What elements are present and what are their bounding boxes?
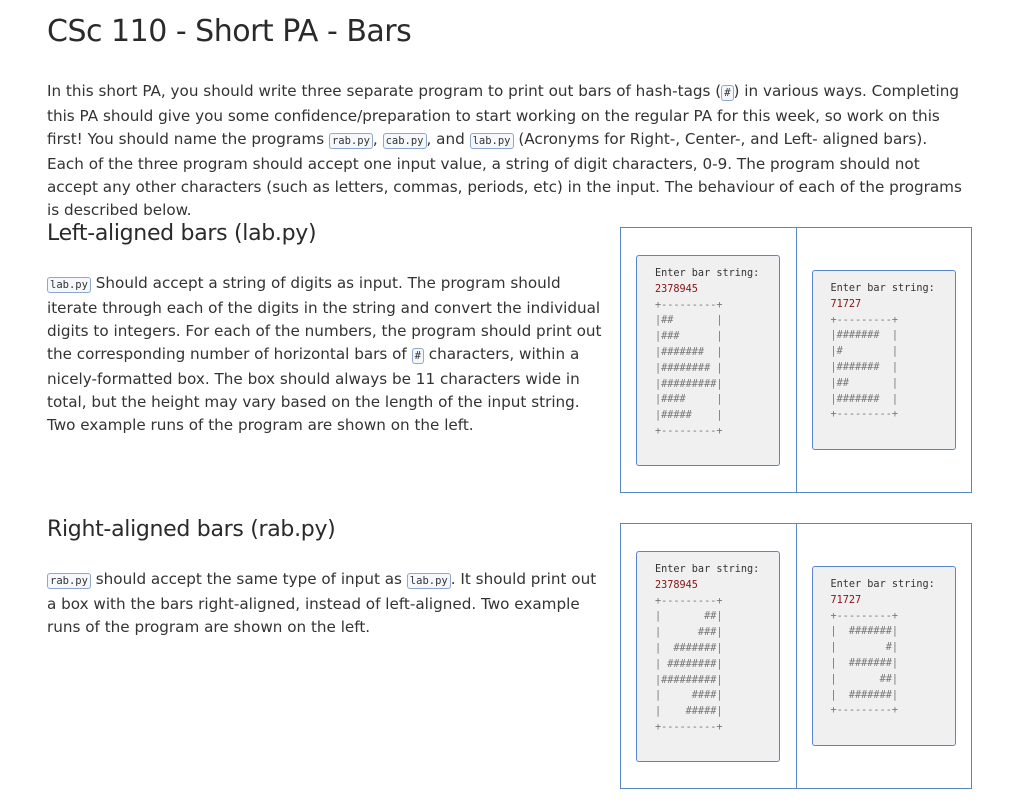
example-cell	[796, 228, 972, 492]
bar-line: | #####|	[655, 706, 723, 718]
bar-line: +---------+	[655, 299, 723, 311]
cab-code: cab.py	[383, 133, 427, 149]
bar-line: |### |	[655, 331, 723, 343]
hash-code: #	[412, 348, 424, 364]
input-line: 2378945	[655, 283, 698, 295]
bar-line: +---------+	[830, 409, 898, 421]
terminal-output	[812, 566, 956, 746]
intro-text: ) in various ways. Completing this PA should give you some confidence/preparation to start working on the regular PA for this week, so work on this first! You should name the programs	[47, 82, 959, 148]
page-title: CSc 110 - Short PA - Bars	[47, 14, 412, 49]
bar-line: | #|	[830, 642, 898, 654]
bar-line: |# |	[830, 346, 898, 358]
input-line: 71727	[830, 298, 862, 310]
bar-line: +---------+	[830, 610, 898, 622]
bar-line: |####### |	[830, 393, 898, 405]
left-section-heading: Left-aligned bars (lab.py)	[47, 221, 317, 246]
example-cell	[796, 524, 972, 788]
bar-line: |## |	[655, 315, 723, 327]
terminal-output	[812, 270, 956, 450]
prompt-line: Enter bar string:	[830, 283, 935, 294]
left-section-text	[47, 272, 607, 437]
lab-code: lab.py	[470, 133, 514, 149]
prompt-line: Enter bar string:	[655, 268, 760, 279]
bar-line: |##### |	[655, 410, 723, 422]
bar-line: | #######|	[830, 626, 898, 638]
example-cell	[621, 228, 796, 492]
bar-line: |#########|	[655, 378, 723, 390]
section-text: should accept the same type of input as	[90, 570, 407, 588]
bar-line: +---------+	[830, 314, 898, 326]
section-text: . It should print out a box with the bars right-aligned, instead of left-aligned. Two example runs of the program are shown on the left.	[47, 570, 597, 636]
bar-line: +---------+	[655, 595, 723, 607]
bar-line: | #######|	[830, 689, 898, 701]
rab-code: rab.py	[47, 573, 91, 589]
bar-line: | ##|	[830, 673, 898, 685]
bar-line: +---------+	[830, 705, 898, 717]
intro-text: ,	[372, 130, 383, 148]
example-cell	[621, 524, 796, 788]
intro-text: (Acronyms for Right-, Center-, and Left- aligned bars). Each of the three program should accept one input value, a string of digit characters, 0-9. The program should not accept any other characters (such as letters, commas, periods, etc) in the input. The behaviour of each of the programs is described below.	[47, 130, 962, 219]
input-line: 71727	[830, 594, 862, 606]
bar-line: +---------+	[655, 425, 723, 437]
section-text: Should accept a string of digits as input. The program should iterate through each of the digits in the string and convert the individual digits to integers. For each of the numbers, the program should print out the corresponding number of horizontal bars of	[47, 274, 602, 363]
right-examples-table	[620, 523, 972, 789]
bar-lines	[831, 313, 955, 424]
bar-line: |####### |	[830, 361, 898, 373]
right-section-text	[47, 568, 607, 639]
bar-line: +---------+	[655, 721, 723, 733]
bar-line: | ####|	[655, 690, 723, 702]
bar-line: | #######|	[655, 642, 723, 654]
bar-line: | #######|	[830, 657, 898, 669]
bar-lines	[831, 609, 955, 720]
terminal-output	[636, 551, 780, 762]
lab-code: lab.py	[47, 277, 91, 293]
intro-text: In this short PA, you should write three separate program to print out bars of hash-tags (	[47, 82, 722, 100]
bar-line: |####### |	[830, 330, 898, 342]
bar-line: | ########|	[655, 658, 723, 670]
bar-line: |#### |	[655, 394, 723, 406]
bar-line: |######## |	[655, 362, 723, 374]
left-examples-table	[620, 227, 972, 493]
terminal-output	[636, 255, 780, 466]
input-line: 2378945	[655, 579, 698, 591]
bar-lines	[655, 298, 779, 440]
hash-code: #	[721, 85, 733, 101]
lab-code: lab.py	[407, 573, 451, 589]
bar-line: | ###|	[655, 627, 723, 639]
intro-text: , and	[426, 130, 470, 148]
bar-line: |####### |	[655, 346, 723, 358]
section-text: characters, within a nicely-formatted box. The box should always be 11 characters wide in total, but the height may vary based on the length of the input string. Two example runs of the program are shown on the left.	[47, 345, 580, 434]
bar-line: |#########|	[655, 674, 723, 686]
intro-paragraph	[47, 80, 967, 222]
prompt-line: Enter bar string:	[655, 564, 760, 575]
bar-lines	[655, 594, 779, 736]
bar-line: | ##|	[655, 611, 723, 623]
right-section-heading: Right-aligned bars (rab.py)	[47, 517, 336, 542]
prompt-line: Enter bar string:	[830, 579, 935, 590]
bar-line: |## |	[830, 377, 898, 389]
rab-code: rab.py	[329, 133, 373, 149]
